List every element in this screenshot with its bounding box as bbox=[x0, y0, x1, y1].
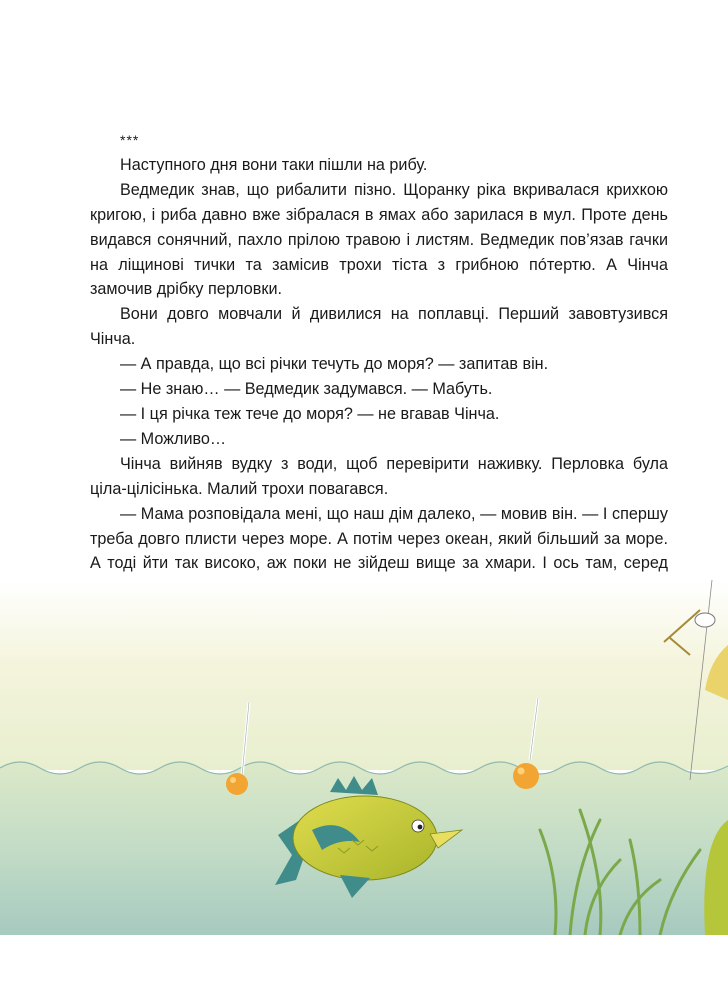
dialogue-line: — І ця річка теж тече до моря? — не вгавав Чінча. bbox=[120, 404, 500, 423]
paragraph: Вони довго мовчали й дивилися на поплавці. Перший завовтузився Чінча. bbox=[90, 305, 668, 349]
dialogue-line: — А правда, що всі річки течуть до моря? — запитав він. bbox=[120, 355, 549, 374]
dialogue-line: — Не знаю… — Ведмедик задумався. — Мабуть. bbox=[120, 380, 493, 399]
sky-haze bbox=[0, 580, 728, 770]
dialogue-line: — Можливо… bbox=[120, 429, 227, 448]
dialogue-line: — Мама розповідала мені, що наш дім далеко, — мовив він. — І спершу треба довго плисти через море. А потім через океан, який більший за море. А тоді йти так високо, аж поки не зійдеш вище за хмари. І ось там, серед bbox=[90, 504, 668, 573]
paragraph: Наступного дня вони таки пішли на рибу. bbox=[120, 155, 428, 174]
river-illustration bbox=[0, 580, 728, 935]
story-text bbox=[90, 128, 668, 601]
paragraph: Чінча вийняв вудку з води, щоб перевірити наживку. Перловка була ціла-цілісінька. Малий трохи повагався. bbox=[90, 454, 668, 498]
paragraph: Ведмедик знав, що рибалити пізно. Щоранку ріка вкривалася крихкою кригою, і риба давно вже зібралася в ямах або зарилася в мул. Проте день видався сонячний, пахло прілою травою і листям. Ведмедик пов’язав гачки на ліщинові тички та замісив трохи тіста з грибною пóтертю. А Чінча замочив дрібку перловки. bbox=[90, 180, 668, 299]
page-margin-bottom bbox=[0, 935, 728, 1000]
section-separator: *** bbox=[120, 132, 140, 148]
bow-decoration bbox=[695, 613, 715, 627]
